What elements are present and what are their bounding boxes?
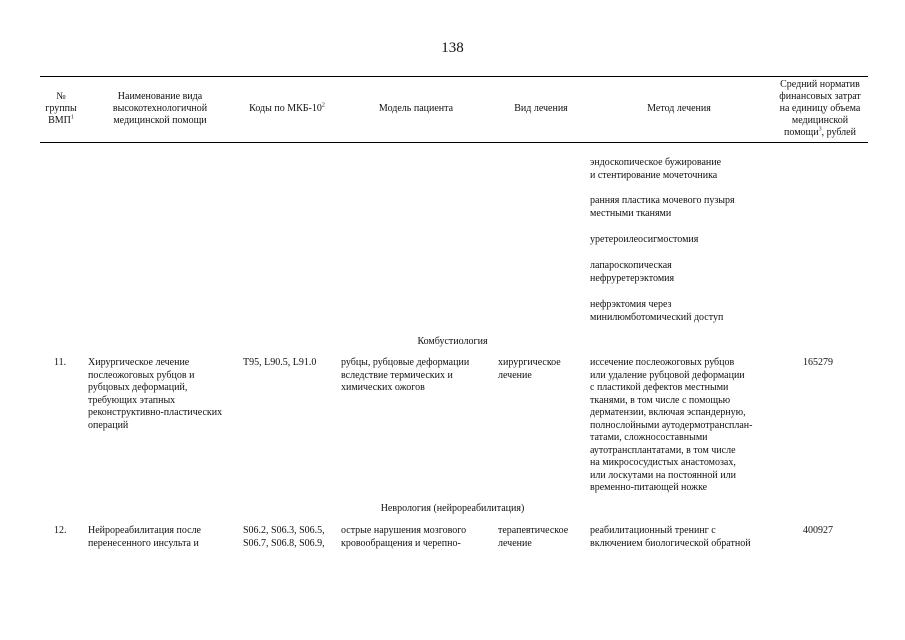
table-top-rule bbox=[40, 76, 868, 77]
icd-codes-cell: T95, L90.5, L91.0 bbox=[243, 357, 317, 368]
header-care-name: Наименование вида высокотехнологичной медицинской помощи bbox=[112, 91, 208, 126]
page-number: 138 bbox=[441, 40, 464, 56]
care-name-cell: Хирургическое лечение послеожоговых рубцов и рубцовых деформаций, требующих этапных реконструктивно-пластических операций bbox=[88, 357, 223, 431]
section-title: Неврология (нейрореабилитация) bbox=[380, 503, 525, 514]
section-title: Комбустиология bbox=[417, 336, 488, 347]
treatment-type-cell: хирургическое лечение bbox=[498, 357, 561, 381]
header-treatment-type: Вид лечения bbox=[514, 103, 568, 114]
treatment-type-cell: терапевтическое лечение bbox=[498, 525, 569, 549]
method-item: уретероилеосигмостомия bbox=[590, 234, 699, 245]
treatment-method-cell: реабилитационный тренинг с включением биологической обратной bbox=[590, 525, 751, 549]
cost-cell: 400927 bbox=[803, 525, 833, 536]
header-patient-model: Модель пациента bbox=[378, 103, 454, 114]
row-number: 11. bbox=[54, 357, 67, 368]
header-bottom-rule bbox=[40, 142, 868, 143]
method-item: эндоскопическое бужирование и стентирование мочеточника bbox=[590, 157, 722, 181]
header-treatment-method: Метод лечения bbox=[647, 103, 711, 114]
care-name-cell: Нейрореабилитация после перенесенного инсульта и bbox=[88, 525, 201, 549]
patient-model-cell: острые нарушения мозгового кровообращения и черепно- bbox=[341, 525, 467, 549]
cost-cell: 165279 bbox=[803, 357, 833, 368]
header-icd-codes: Коды по МКБ-$10^2$ bbox=[249, 102, 325, 114]
patient-model-cell: рубцы, рубцовые деформации вследствие термических и химических ожогов bbox=[341, 357, 470, 393]
method-item: лапароскопическая нефруретерэктомия bbox=[590, 260, 675, 284]
icd-codes-cell: S06.2, S06.3, S06.5, S06.7, S06.8, S06.9, bbox=[243, 525, 325, 549]
treatment-method-cell: иссечение послеожоговых рубцов или удаление рубцовой деформации с пластикой дефектов местными тканями, в том числе с помощью дерматензии, включая эспандерную, полнослойными аутодермотрансплан- татами, сложносоставными аутотрансплантатами, в том числе на микрососудистых анастомозах, или лоскутами на постоянной или временно-питающей ножке bbox=[590, 357, 753, 493]
header-cost-norm: Средний норматив финансовых затрат на единицу объема медицинской помощи$^3$, рублей bbox=[779, 79, 861, 138]
method-item: нефрэктомия через минилюмботомический доступ bbox=[590, 299, 724, 323]
method-item: ранняя пластика мочевого пузыря местными тканями bbox=[590, 195, 735, 219]
header-group: № группы ВМП$^1$ bbox=[45, 91, 77, 126]
row-number: 12. bbox=[54, 525, 67, 536]
